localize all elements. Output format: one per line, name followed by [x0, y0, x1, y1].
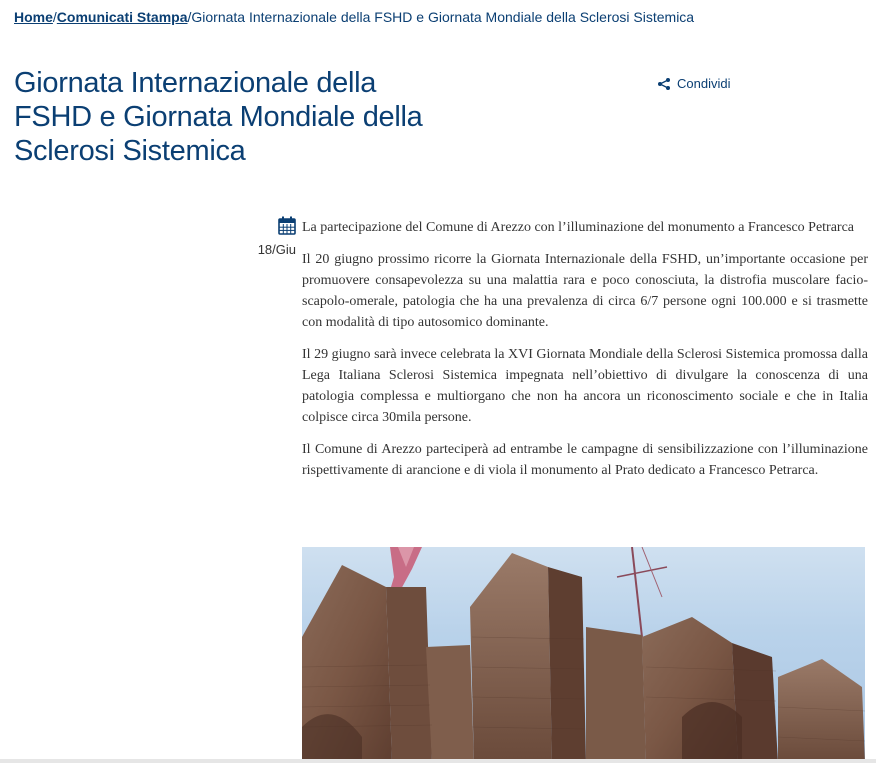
article-paragraph: Il Comune di Arezzo parteciperà ad entrambe le campagne di sensibilizzazione con l’illuminazione rispettivamente di arancione e di viola il monumento al Prato dedicato a Francesco Petrarca.: [302, 442, 868, 478]
calendar-icon: [278, 216, 296, 240]
horizontal-scrollbar[interactable]: [0, 759, 876, 763]
article-subtitle: La partecipazione del Comune di Arezzo con l’illuminazione del monumento a Francesco Petrarca: [302, 220, 855, 235]
article-paragraph: Il 20 giugno prossimo ricorre la Giornata Internazionale della FSHD, un’importante occasione per promuovere consapevolezza su una malattia rara e poco conosciuta, la distrofia muscolare facio-scapolo-omerale, patologia che ha una prevalenza di circa 6/7 persone ogni 100.000 e si trasmette con modalità di tipo autosomico dominante.: [302, 252, 868, 330]
breadcrumb-separator: /: [187, 9, 192, 25]
page-title: Giornata Internazionale della FSHD e Giornata Mondiale della Sclerosi Sistemica: [14, 67, 423, 167]
breadcrumb-home-link[interactable]: Home: [14, 9, 53, 25]
article-photo: [302, 547, 865, 763]
share-button[interactable]: [657, 76, 730, 91]
share-label: Condividi: [677, 76, 731, 91]
publication-date: [256, 216, 296, 257]
article-body: [302, 217, 868, 492]
breadcrumb: [14, 9, 694, 25]
breadcrumb-separator: /: [52, 9, 57, 25]
breadcrumb-section-link[interactable]: Comunicati Stampa: [56, 9, 188, 25]
share-icon: [657, 77, 671, 91]
article-paragraph: Il 29 giugno sarà invece celebrata la XVI Giornata Mondiale della Sclerosi Sistemica promossa dalla Lega Italiana Sclerosi Sistemica impegnata nell’obiettivo di divulgare la conoscenza di una patologia complessa e multiorgano che non ha ancora un riconoscimento sociale e che in Italia colpisce circa 30mila persone.: [302, 347, 868, 425]
breadcrumb-current: Giornata Internazionale della FSHD e Giornata Mondiale della Sclerosi Sistemica: [191, 9, 695, 25]
date-label: 18/Giu: [257, 242, 296, 257]
